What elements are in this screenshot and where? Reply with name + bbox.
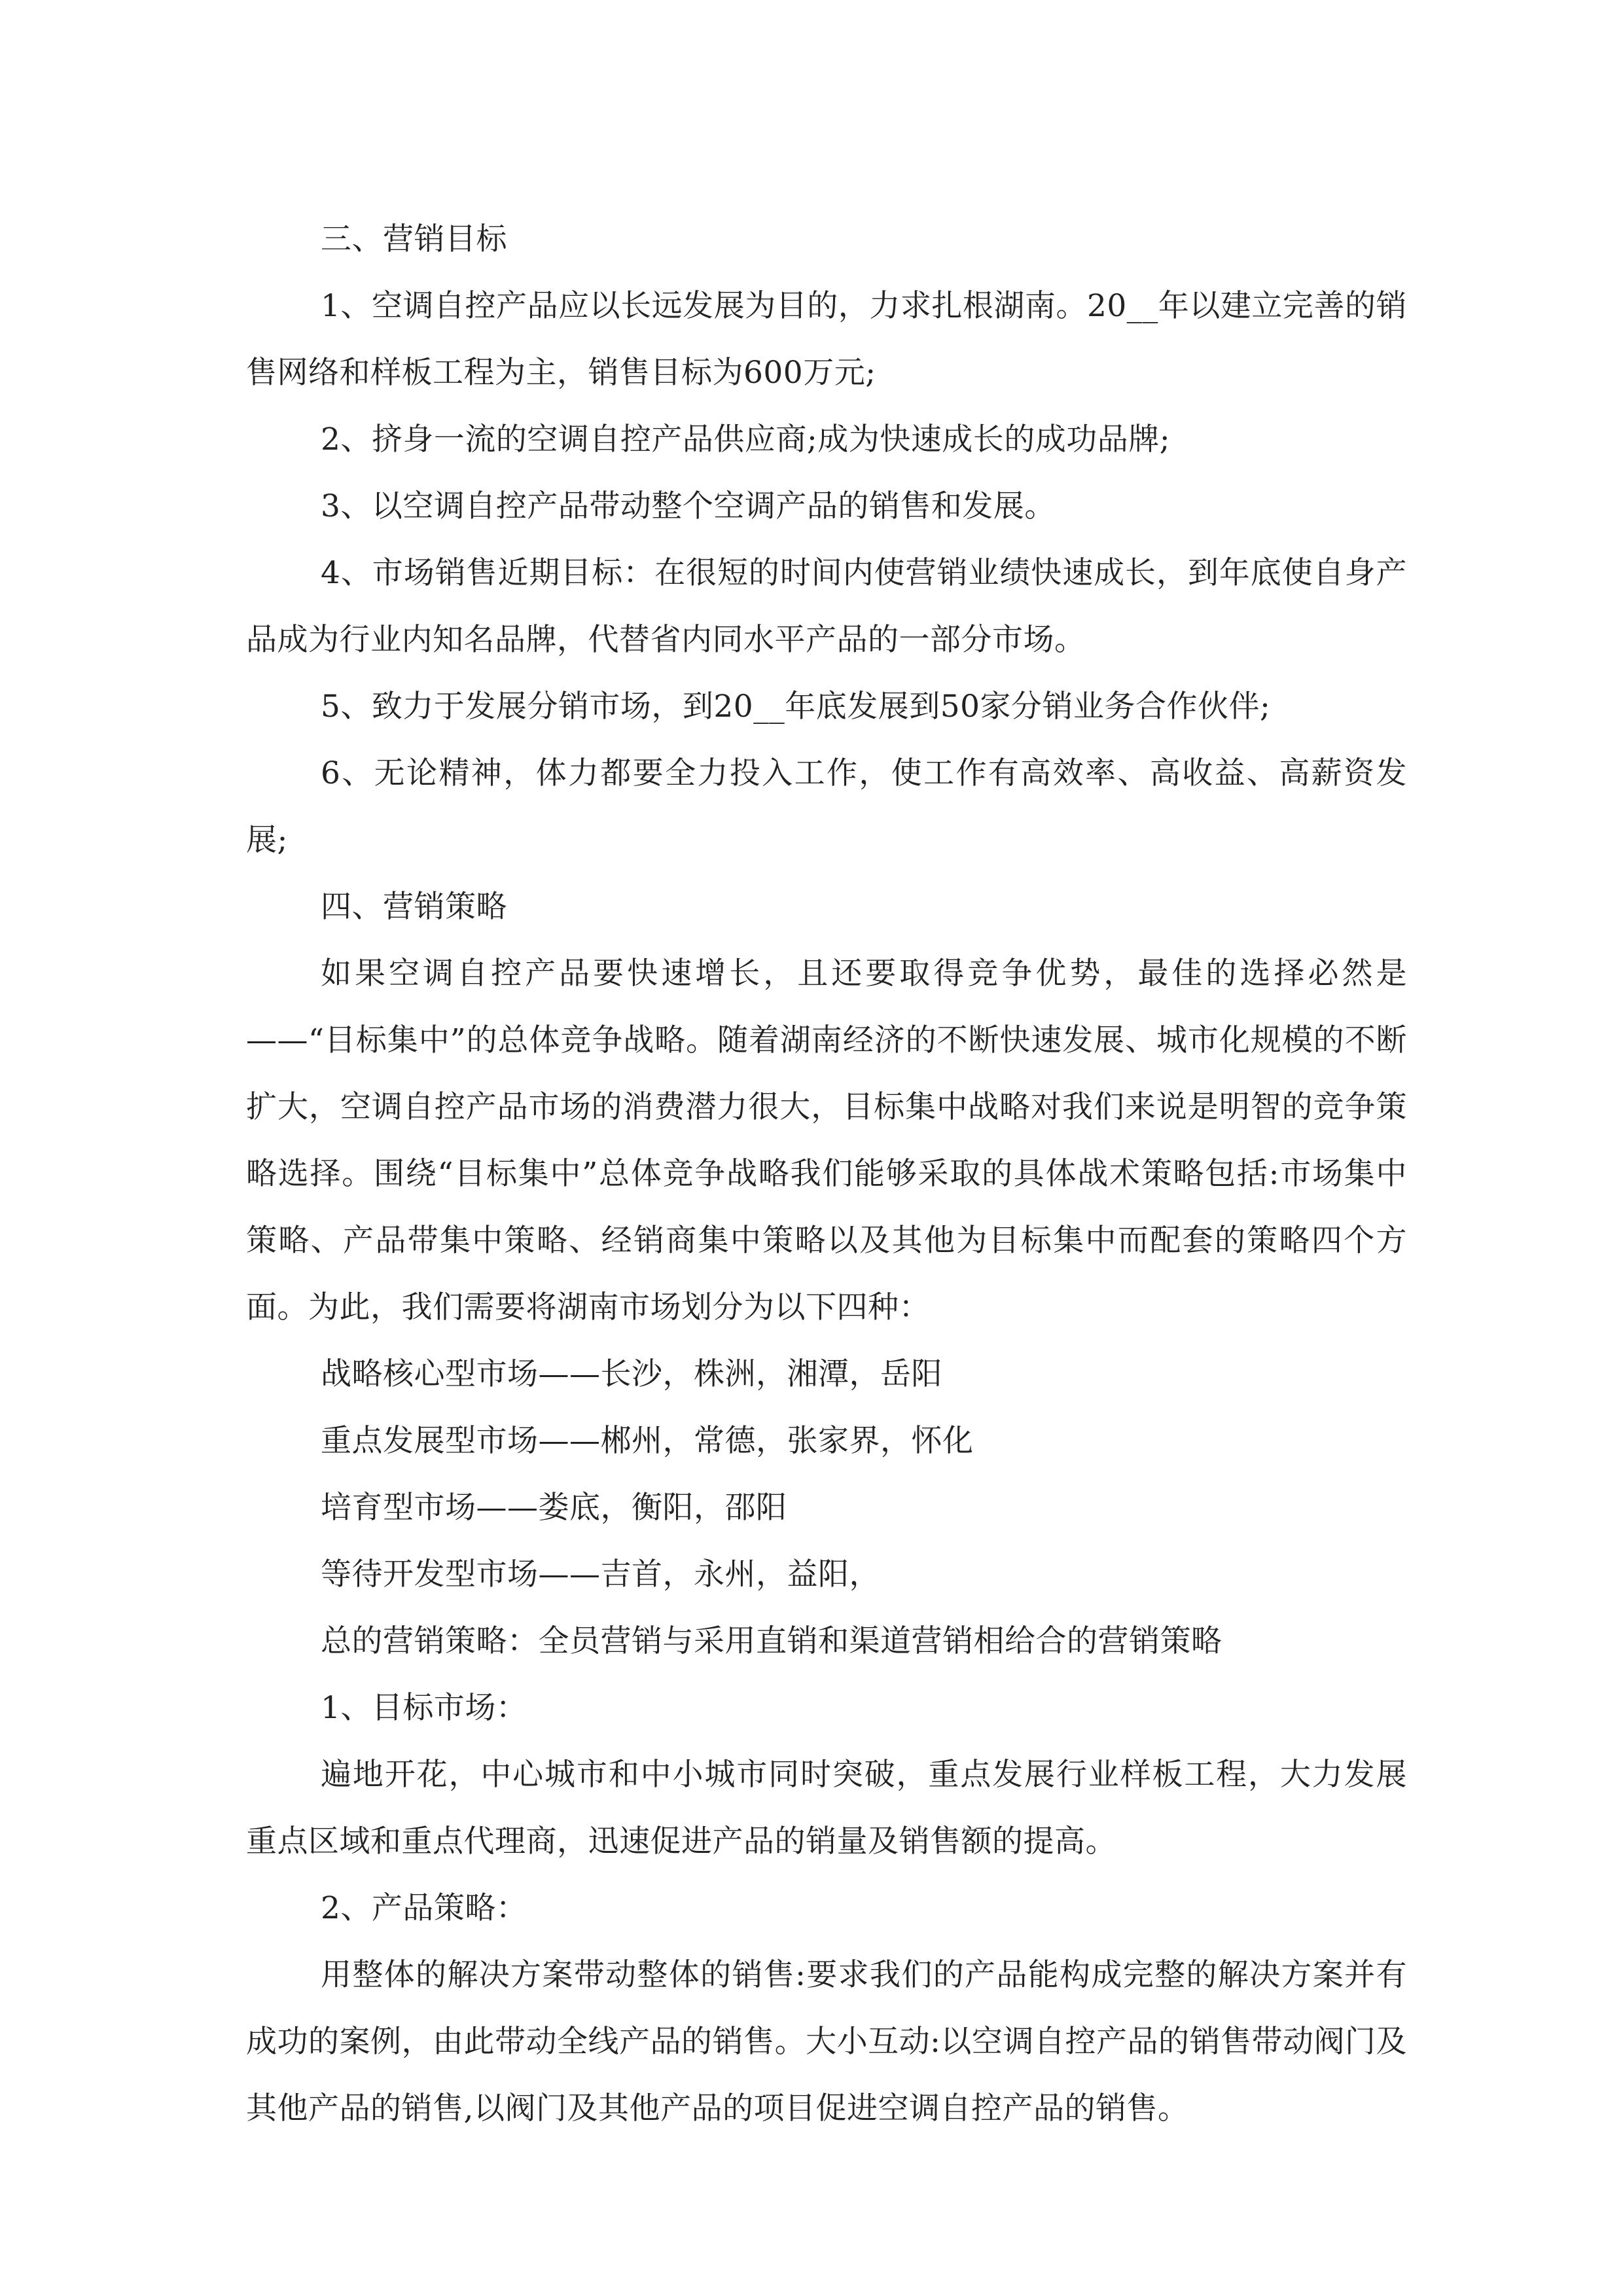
target-market-heading: 1、目标市场： [321,1690,527,1726]
goal-item-3: 3、以空调自控产品带动整个空调产品的销售和发展。 [321,488,1056,524]
goal-item-4: 4、市场销售近期目标：在很短的时间内使营销业绩快速成长，到年底使自身产品成为行业内知名品牌，代替省内同水平产品的一部分市场。 [246,555,1407,658]
market-core: 战略核心型市场——长沙，株洲，湘潭，岳阳 [321,1356,942,1392]
goal-item-1: 1、空调自控产品应以长远发展为目的，力求扎根湖南。20__年以建立完善的销售网络和样板工程为主，销售目标为600万元; [246,288,1407,391]
market-cultivation: 培育型市场——娄底，衡阳，邵阳 [321,1490,787,1526]
goal-item-6: 6、无论精神，体力都要全力投入工作，使工作有高效率、高收益、高薪资发展; [246,755,1407,858]
overall-strategy: 总的营销策略：全员营销与采用直销和渠道营销相给合的营销策略 [321,1623,1222,1659]
product-strategy-paragraph: 用整体的解决方案带动整体的销售:要求我们的产品能构成完整的解决方案并有成功的案例，由此带动全线产品的销售。大小互动:以空调自控产品的销售带动阀门及其他产品的销售,以阀门及其他产品的项目促进空调自控产品的销售。 [246,1957,1407,2126]
target-market-paragraph: 遍地开花，中心城市和中小城市同时突破，重点发展行业样板工程，大力发展重点区域和重点代理商，迅速促进产品的销量及销售额的提高。 [246,1757,1407,1859]
section-heading-marketing-strategy: 四、营销策略 [321,889,507,925]
strategy-paragraph: 如果空调自控产品要快速增长，且还要取得竞争优势，最佳的选择必然是——“目标集中”的总体竞争战略。随着湖南经济的不断快速发展、城市化规模的不断扩大，空调自控产品市场的消费潜力很大，目标集中战略对我们来说是明智的竞争策略选择。围绕“目标集中”总体竞争战略我们能够采取的具体战术策略包括:市场集中策略、产品带集中策略、经销商集中策略以及其他为目标集中而配套的策略四个方面。为此，我们需要将湖南市场划分为以下四种： [246,956,1407,1325]
goal-item-5: 5、致力于发展分销市场，到20__年底发展到50家分销业务合作伙伴; [321,689,1271,725]
goal-item-2: 2、挤身一流的空调自控产品供应商;成为快速成长的成功品牌; [321,422,1171,457]
market-key-development: 重点发展型市场——郴州，常德，张家界，怀化 [321,1423,974,1459]
product-strategy-heading: 2、产品策略： [321,1890,527,1926]
market-pending: 等待开发型市场——吉首，永州，益阳， [321,1556,880,1592]
section-heading-marketing-goals: 三、营销目标 [321,221,507,257]
